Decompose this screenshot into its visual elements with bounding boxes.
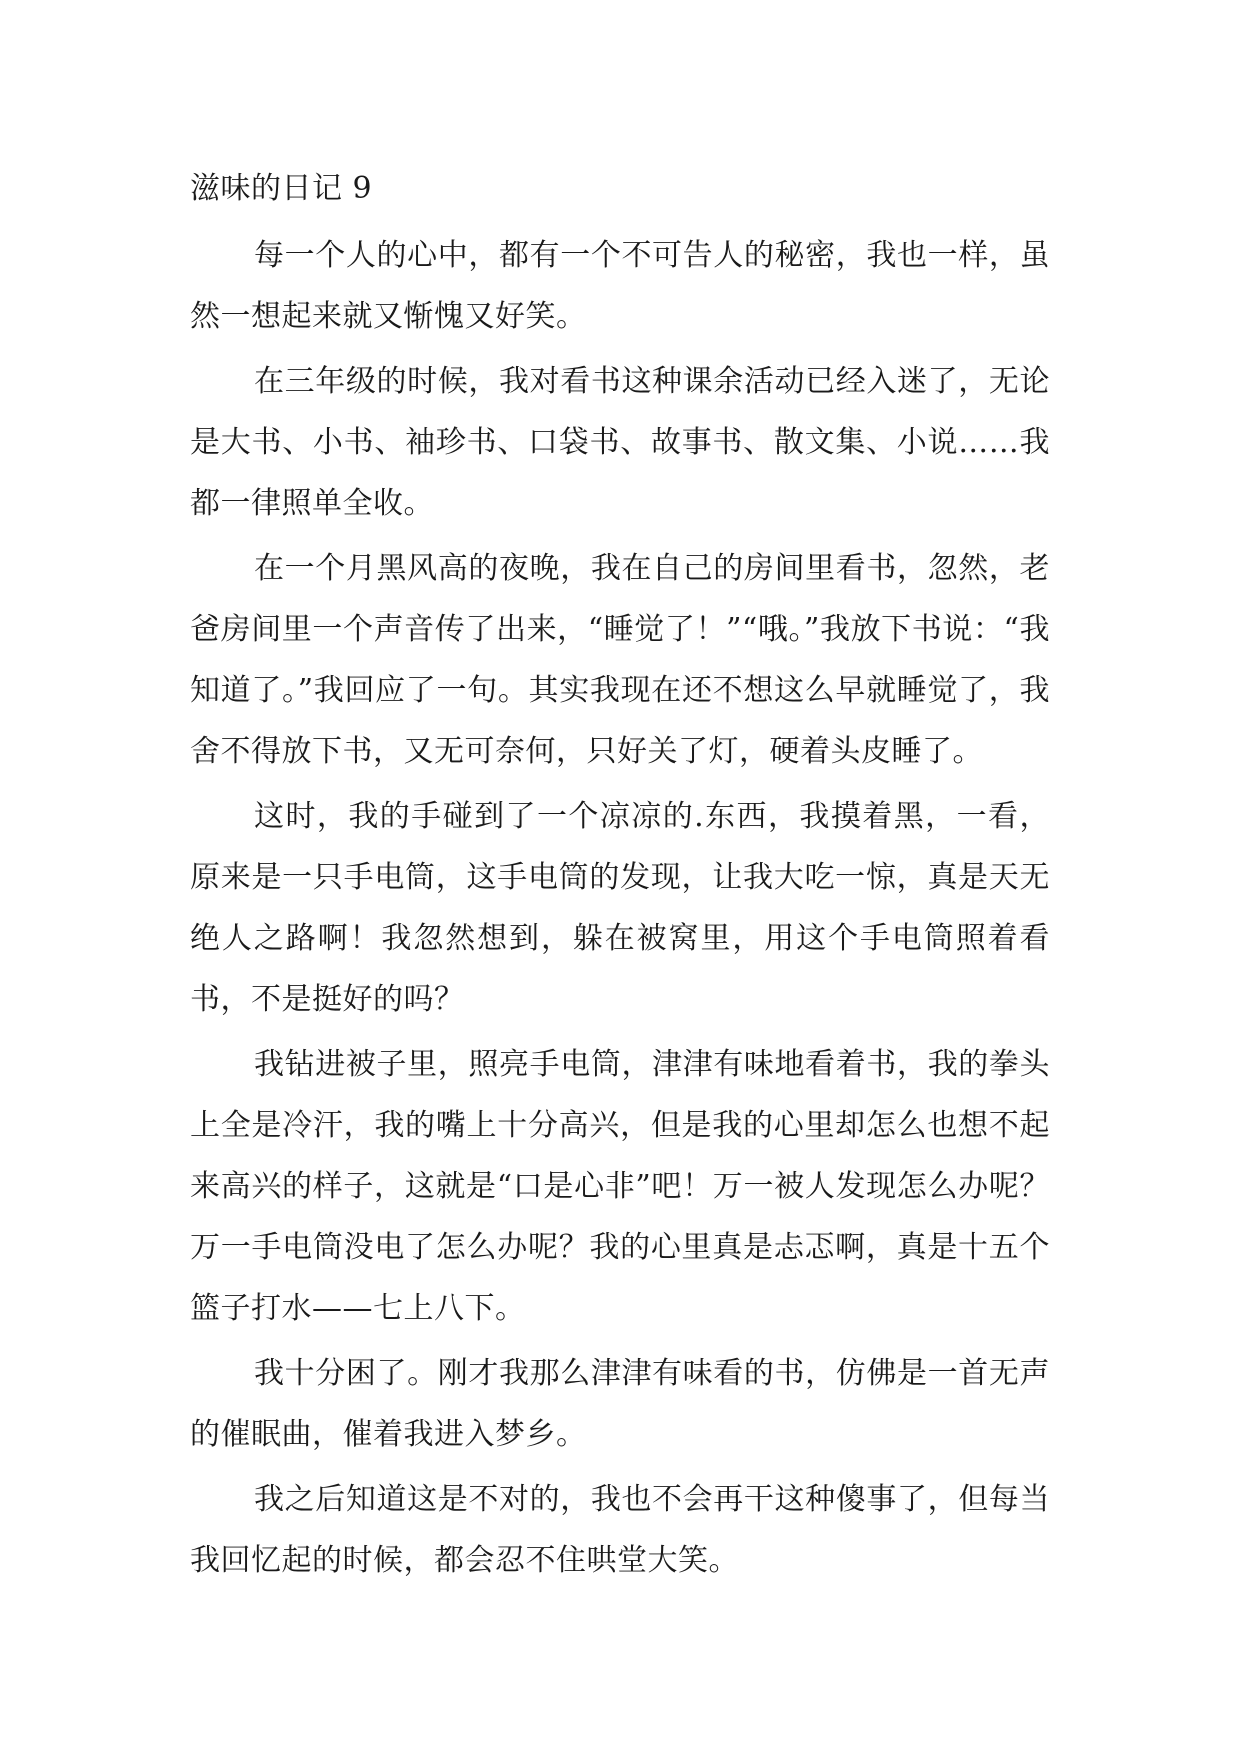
document-body — [190, 158, 1050, 1595]
paragraph-1: 每一个人的心中，都有一个不可告人的秘密，我也一样，虽然一想起来就又惭愧又好笑。 — [190, 238, 1050, 334]
paragraph-4: 这时，我的手碰到了一个凉凉的.东西，我摸着黑，一看，原来是一只手电筒，这手电筒的发现，让我大吃一惊，真是天无绝人之路啊！我忽然想到，躲在被窝里，用这个手电筒照着看书，不是挺好的吗？ — [190, 799, 1050, 1017]
paragraph-6: 我十分困了。刚才我那么津津有味看的书，仿佛是一首无声的催眠曲，催着我进入梦乡。 — [190, 1356, 1050, 1452]
document-title: 滋味的日记 9 — [190, 171, 373, 206]
paragraph-7: 我之后知道这是不对的，我也不会再干这种傻事了，但每当我回忆起的时候，都会忍不住哄堂大笑。 — [190, 1482, 1050, 1578]
paragraph-3: 在一个月黑风高的夜晚，我在自己的房间里看书，忽然，老爸房间里一个声音传了出来，“睡觉了！”“哦。”我放下书说：“我知道了。”我回应了一句。其实我现在还不想这么早就睡觉了，我舍不得放下书，又无可奈何，只好关了灯，硬着头皮睡了。 — [190, 551, 1050, 769]
paragraph-5: 我钻进被子里，照亮手电筒，津津有味地看着书，我的拳头上全是冷汗，我的嘴上十分高兴，但是我的心里却怎么也想不起来高兴的样子，这就是“口是心非”吧！万一被人发现怎么办呢？万一手电筒没电了怎么办呢？我的心里真是忐忑啊，真是十五个篮子打水——七上八下。 — [190, 1047, 1050, 1326]
paragraph-2: 在三年级的时候，我对看书这种课余活动已经入迷了，无论是大书、小书、袖珍书、口袋书、故事书、散文集、小说……我都一律照单全收。 — [190, 364, 1050, 521]
